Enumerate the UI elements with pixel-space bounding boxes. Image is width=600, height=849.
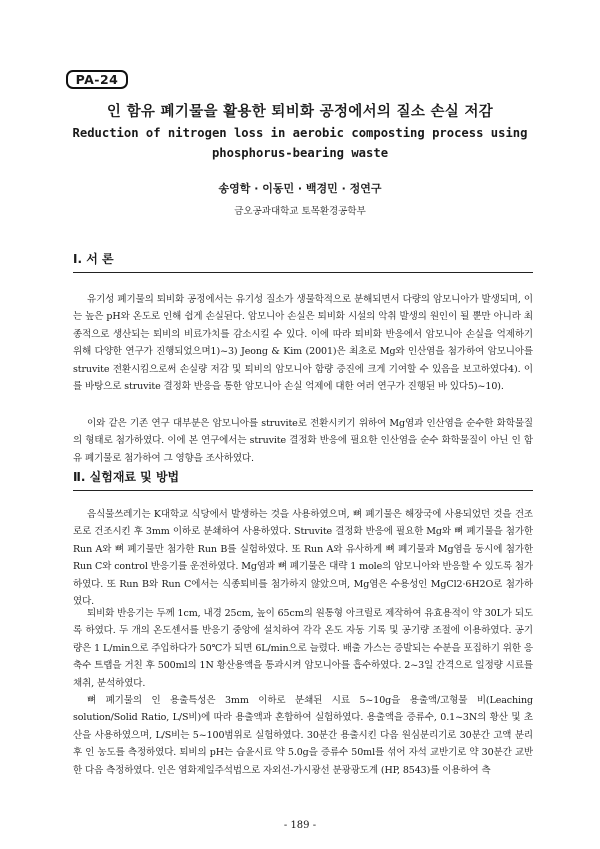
paragraph-methods-2: 퇴비화 반응기는 두께 1cm, 내경 25cm, 높이 65cm의 원통형 아크릴로 제작하여 유효용적이 약 30L가 되도록 하였다. 두 개의 온도센서를 반응기 중앙에 설치하여 각각 온도 자동 기록 및 공기량 조절에 이용하였다. 공기량은 1 L/min으로 주입하다가 50℃가 되면 6L/min으로 늘렸다. 배출 가스는 증발되는 수분을 포집하기 위한 응축수 트랩을 거친 후 500ml의 1N 황산용액을 통과시켜 암모니아를 흡수하였다. 2~3일 간격으로 일정량 시료를 채취, 분석하였다. [73, 608, 533, 689]
poster-code-badge: PA-24 [66, 70, 128, 89]
title-english-line1: Reduction of nitrogen loss in aerobic composting process using [72, 126, 528, 140]
paragraph-methods-1: 음식물쓰레기는 K대학교 식당에서 발생하는 것을 사용하였으며, 뼈 폐기물은 해장국에 사용되었던 것을 건조로로 건조시킨 후 3mm 이하로 분쇄하여 사용하였다. Struvite 결정화 반응에 필요한 Mg와 뼈 폐기물을 첨가한 Run A와 뼈 폐기물만 첨가한 Run B를 실험하였다. 또 Run A와 유사하게 뼈 폐기물과 Mg염을 동시에 첨가한 Run C와 control 반응기를 운전하였다. Mg염과 뼈 폐기물은 대략 1 mole의 암모니아와 반응할 수 있도록 첨가하였다. 또 Run B와 Run C에서는 식종퇴비를 첨가하지 않았으며, Mg염은 수용성인 MgCl2·6H2O로 첨가하였다. [73, 509, 533, 608]
paragraph-intro-2: 이와 같은 기존 연구 대부분은 암모니아를 struvite로 전환시키기 위하여 Mg염과 인산염을 순수한 화학물질의 형태로 첨가하였다. 이에 본 연구에서는 struvite 결정화 반응에 필요한 인산염을 순수 화학물질이 아닌 인 함유 폐기물로 첨가하여 그 영향을 조사하였다. [73, 418, 533, 464]
affiliation: 금오공과대학교 토목환경공학부 [234, 206, 366, 217]
title-english-line2: phosphorus-bearing waste [211, 146, 389, 160]
paragraph-intro-1: 유기성 폐기물의 퇴비화 공정에서는 유기성 질소가 생물학적으로 분해되면서 다량의 암모니아가 발생되며, 이는 높은 pH와 온도로 인해 쉽게 손실된다. 암모니아 손실은 퇴비화 시설의 악취 발생의 원인이 될 뿐만 아니라 최종적으로 생산되는 퇴비의 비료가치를 감소시킬 수 있다. 이에 따라 퇴비화 반응에서 암모니아 손실을 억제하기 위해 다양한 연구가 진행되었으며1)~3) Jeong & Kim (2001)은 최초로 Mg와 인산염을 첨가하여 암모니아를 struvite 전환시킴으로써 손실량 저감 및 퇴비의 암모니아 함량 증진에 크게 기여할 수 있음을 보고하였다4). 이를 바탕으로 struvite 결정화 반응을 통한 암모니아 손실 억제에 대한 여러 연구가 진행된 바 있다5)~10). [73, 294, 533, 393]
authors: 송영학 · 이동민 · 백경민 · 정연구 [218, 182, 382, 195]
section-heading-introduction: Ⅰ. 서 론 [73, 250, 533, 273]
section-heading-methods: Ⅱ. 실험재료 및 방법 [73, 468, 533, 491]
page-number: - 189 - [283, 820, 317, 831]
title-korean: 인 함유 폐기물을 활용한 퇴비화 공정에서의 질소 손실 저감 [106, 104, 494, 120]
paragraph-methods-3: 뼈 폐기물의 인 용출특성은 3mm 이하로 분쇄된 시료 5~10g을 용출액/고형물 비(Leaching solution/Solid Ratio, L/S비)에 따라 용출액과 혼합하여 실험하였다. 용출액을 증류수, 0.1~3N의 황산 및 초산을 사용하였으며, L/S비는 5~100범위로 실험하였다. 30분간 용출시킨 다음 원심분리기로 30분간 고액 분리 후 인 농도를 측정하였다. 퇴비의 pH는 습윤시료 약 5.0g을 증류수 50ml를 섞어 자석 교반기로 약 30분간 교반한 다음 측정하였다. 인은 염화제일주석법으로 자외선-가시광선 분광광도계 (HP, 8543)를 이용하여 측 [73, 695, 533, 776]
